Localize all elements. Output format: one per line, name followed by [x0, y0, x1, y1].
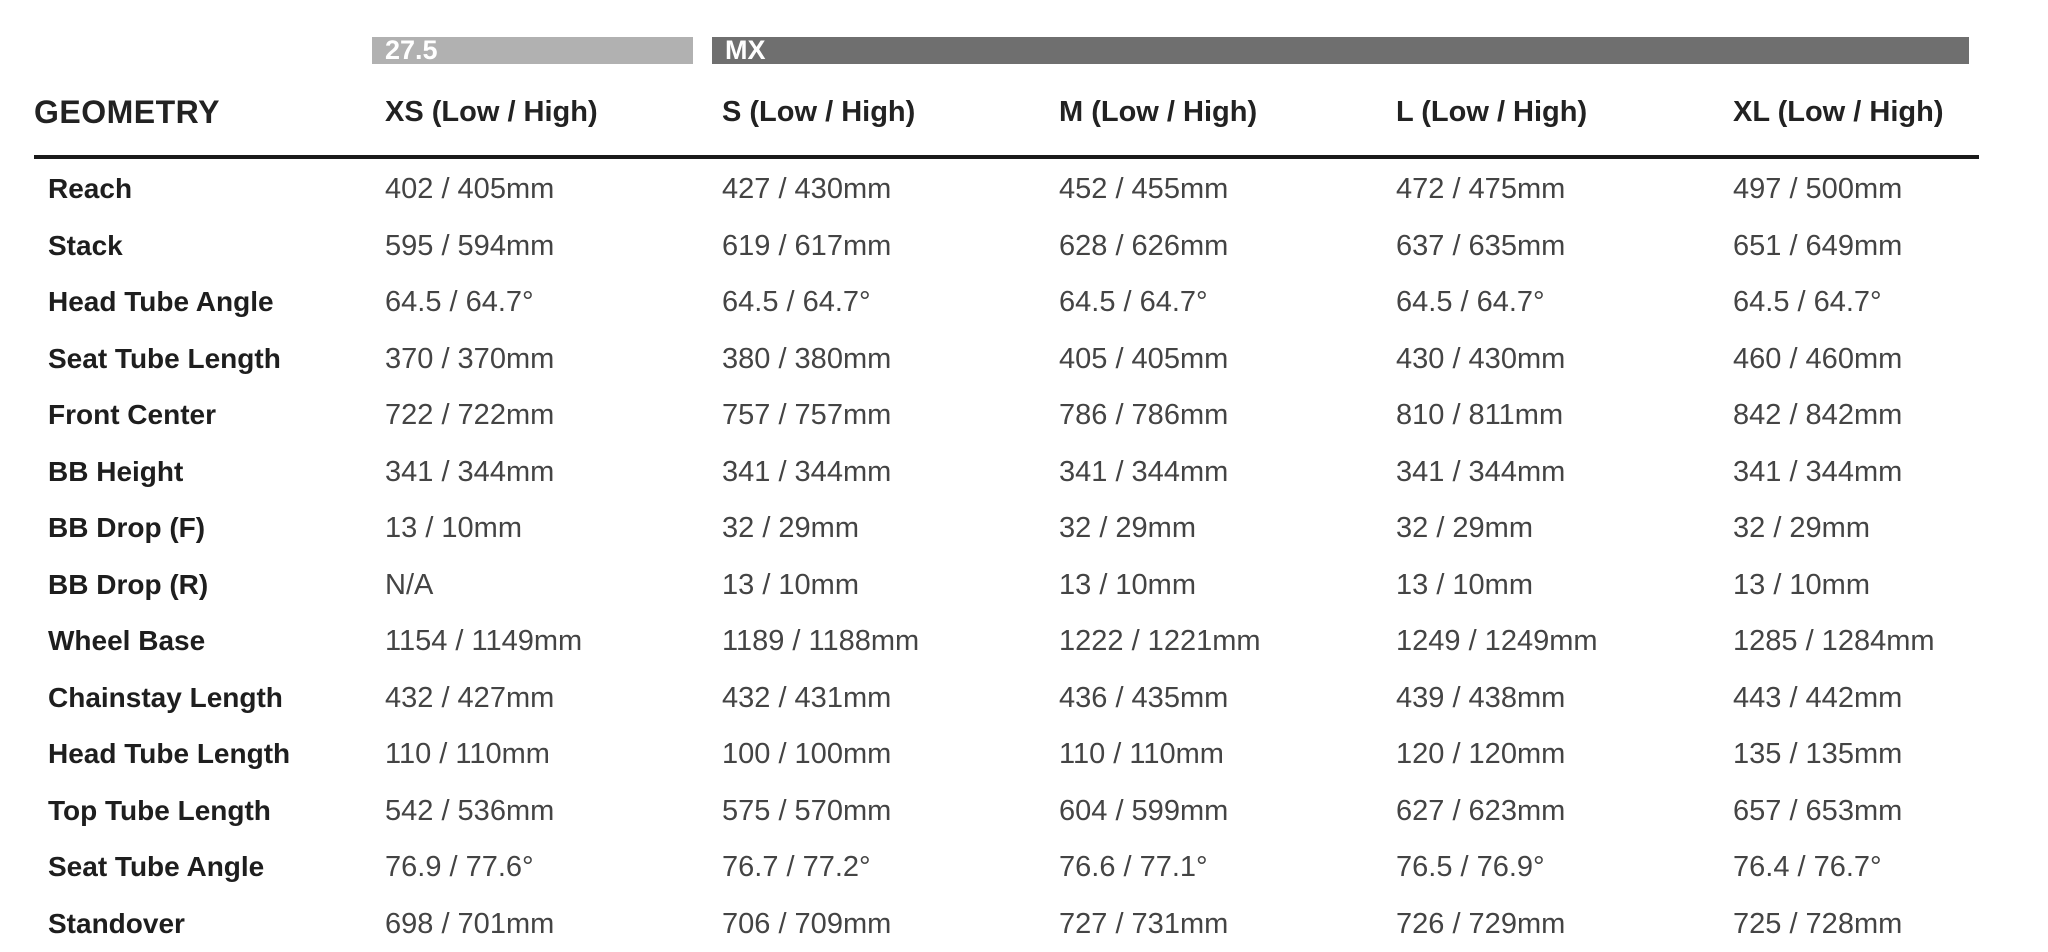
row-label: Front Center — [48, 399, 216, 430]
row-label: Seat Tube Angle — [48, 851, 265, 882]
value-cell-xs: 595 / 594mm — [385, 229, 555, 262]
value-cell-m: 13 / 10mm — [1059, 568, 1196, 601]
value-cell-xs: 370 / 370mm — [385, 342, 555, 375]
value-cell-xl: 64.5 / 64.7° — [1733, 286, 1882, 318]
table-row — [0, 387, 2048, 443]
table-row — [0, 839, 2048, 895]
value-cell-m: 32 / 29mm — [1059, 512, 1196, 544]
value-cell-s: 1189 / 1188mm — [722, 625, 920, 657]
size-header-s: S (Low / High) — [722, 96, 916, 128]
value-cell-s: 341 / 344mm — [722, 455, 892, 488]
value-cell-s: 427 / 430mm — [722, 173, 892, 205]
value-cell-l: 627 / 623mm — [1396, 794, 1566, 827]
value-cell-s: 619 / 617mm — [722, 229, 892, 262]
value-cell-l: 120 / 120mm — [1396, 738, 1566, 770]
row-label: BB Drop (R) — [48, 568, 209, 600]
value-cell-s: 380 / 380mm — [722, 342, 892, 375]
value-cell-xl: 497 / 500mm — [1733, 173, 1903, 205]
value-cell-xl: 135 / 135mm — [1733, 738, 1903, 770]
value-cell-xl: 13 / 10mm — [1733, 568, 1870, 601]
value-cell-l: 726 / 729mm — [1396, 907, 1566, 940]
row-label: Reach — [48, 173, 133, 204]
size-header-l: L (Low / High) — [1396, 96, 1588, 128]
value-cell-s: 575 / 570mm — [722, 794, 892, 827]
value-cell-xl: 341 / 344mm — [1733, 455, 1903, 488]
value-cell-s: 757 / 757mm — [722, 399, 892, 431]
value-cell-l: 341 / 344mm — [1396, 455, 1566, 488]
value-cell-xl: 1285 / 1284mm — [1733, 625, 1935, 657]
value-cell-m: 727 / 731mm — [1059, 907, 1229, 940]
value-cell-xs: N/A — [385, 568, 434, 601]
value-cell-xs: 13 / 10mm — [385, 512, 522, 544]
value-cell-s: 13 / 10mm — [722, 568, 859, 601]
value-cell-l: 1249 / 1249mm — [1396, 625, 1598, 657]
value-cell-s: 76.7 / 77.2° — [722, 851, 871, 883]
value-cell-l: 76.5 / 76.9° — [1396, 851, 1545, 883]
value-cell-l: 64.5 / 64.7° — [1396, 286, 1545, 318]
geometry-title: GEOMETRY — [34, 94, 220, 130]
row-label: BB Height — [48, 455, 184, 487]
value-cell-xl: 443 / 442mm — [1733, 681, 1903, 714]
value-cell-m: 604 / 599mm — [1059, 794, 1229, 827]
value-cell-s: 706 / 709mm — [722, 907, 892, 940]
row-label: Head Tube Angle — [48, 286, 274, 317]
row-label: Wheel Base — [48, 625, 206, 656]
value-cell-l: 637 / 635mm — [1396, 229, 1566, 262]
size-header-xs: XS (Low / High) — [385, 96, 598, 128]
value-cell-xl: 842 / 842mm — [1733, 399, 1903, 431]
value-cell-m: 452 / 455mm — [1059, 173, 1229, 205]
value-cell-xl: 460 / 460mm — [1733, 342, 1903, 375]
value-cell-l: 472 / 475mm — [1396, 173, 1566, 205]
value-cell-m: 341 / 344mm — [1059, 455, 1229, 488]
header-divider — [34, 155, 1979, 159]
value-cell-s: 100 / 100mm — [722, 738, 892, 770]
value-cell-s: 64.5 / 64.7° — [722, 286, 871, 318]
value-cell-l: 32 / 29mm — [1396, 512, 1533, 544]
value-cell-l: 439 / 438mm — [1396, 681, 1566, 714]
value-cell-xs: 341 / 344mm — [385, 455, 555, 488]
row-label: BB Drop (F) — [48, 512, 206, 543]
wheel-size-mx-band: MX — [712, 37, 1969, 64]
value-cell-m: 64.5 / 64.7° — [1059, 286, 1208, 318]
value-cell-m: 76.6 / 77.1° — [1059, 851, 1208, 883]
value-cell-xs: 64.5 / 64.7° — [385, 286, 534, 318]
value-cell-m: 628 / 626mm — [1059, 229, 1229, 262]
table-row — [0, 331, 2048, 387]
value-cell-l: 430 / 430mm — [1396, 342, 1566, 375]
value-cell-xl: 32 / 29mm — [1733, 512, 1870, 544]
table-row — [0, 613, 2048, 669]
table-row — [0, 896, 2048, 952]
table-row — [0, 161, 2048, 217]
table-row — [0, 274, 2048, 330]
value-cell-m: 436 / 435mm — [1059, 681, 1229, 714]
row-label: Seat Tube Length — [48, 342, 281, 374]
table-row — [0, 444, 2048, 500]
row-label: Head Tube Length — [48, 738, 291, 769]
size-header-m: M (Low / High) — [1059, 96, 1258, 128]
value-cell-m: 786 / 786mm — [1059, 399, 1229, 431]
row-label: Chainstay Length — [48, 681, 283, 713]
value-cell-xs: 402 / 405mm — [385, 173, 555, 205]
value-cell-xl: 657 / 653mm — [1733, 794, 1903, 827]
row-label: Stack — [48, 229, 123, 261]
value-cell-xl: 651 / 649mm — [1733, 229, 1903, 262]
value-cell-xl: 76.4 / 76.7° — [1733, 851, 1882, 883]
table-row — [0, 500, 2048, 556]
wheel-size-27-5-band: 27.5 — [372, 37, 693, 64]
value-cell-xl: 725 / 728mm — [1733, 907, 1903, 940]
value-cell-xs: 698 / 701mm — [385, 907, 555, 940]
row-label: Standover — [48, 907, 185, 939]
value-cell-m: 110 / 110mm — [1059, 738, 1224, 770]
value-cell-xs: 76.9 / 77.6° — [385, 851, 534, 883]
value-cell-xs: 110 / 110mm — [385, 738, 550, 770]
table-row — [0, 670, 2048, 726]
value-cell-xs: 722 / 722mm — [385, 399, 555, 431]
value-cell-s: 432 / 431mm — [722, 681, 892, 714]
row-label: Top Tube Length — [48, 794, 271, 826]
value-cell-s: 32 / 29mm — [722, 512, 859, 544]
table-row — [0, 557, 2048, 613]
value-cell-xs: 432 / 427mm — [385, 681, 555, 714]
table-row — [0, 726, 2048, 782]
value-cell-m: 405 / 405mm — [1059, 342, 1229, 375]
value-cell-l: 13 / 10mm — [1396, 568, 1533, 601]
table-row — [0, 218, 2048, 274]
size-header-xl: XL (Low / High) — [1733, 96, 1944, 128]
value-cell-xs: 542 / 536mm — [385, 794, 555, 827]
table-row — [0, 783, 2048, 839]
value-cell-l: 810 / 811mm — [1396, 399, 1564, 431]
value-cell-m: 1222 / 1221mm — [1059, 625, 1261, 657]
value-cell-xs: 1154 / 1149mm — [385, 625, 583, 657]
